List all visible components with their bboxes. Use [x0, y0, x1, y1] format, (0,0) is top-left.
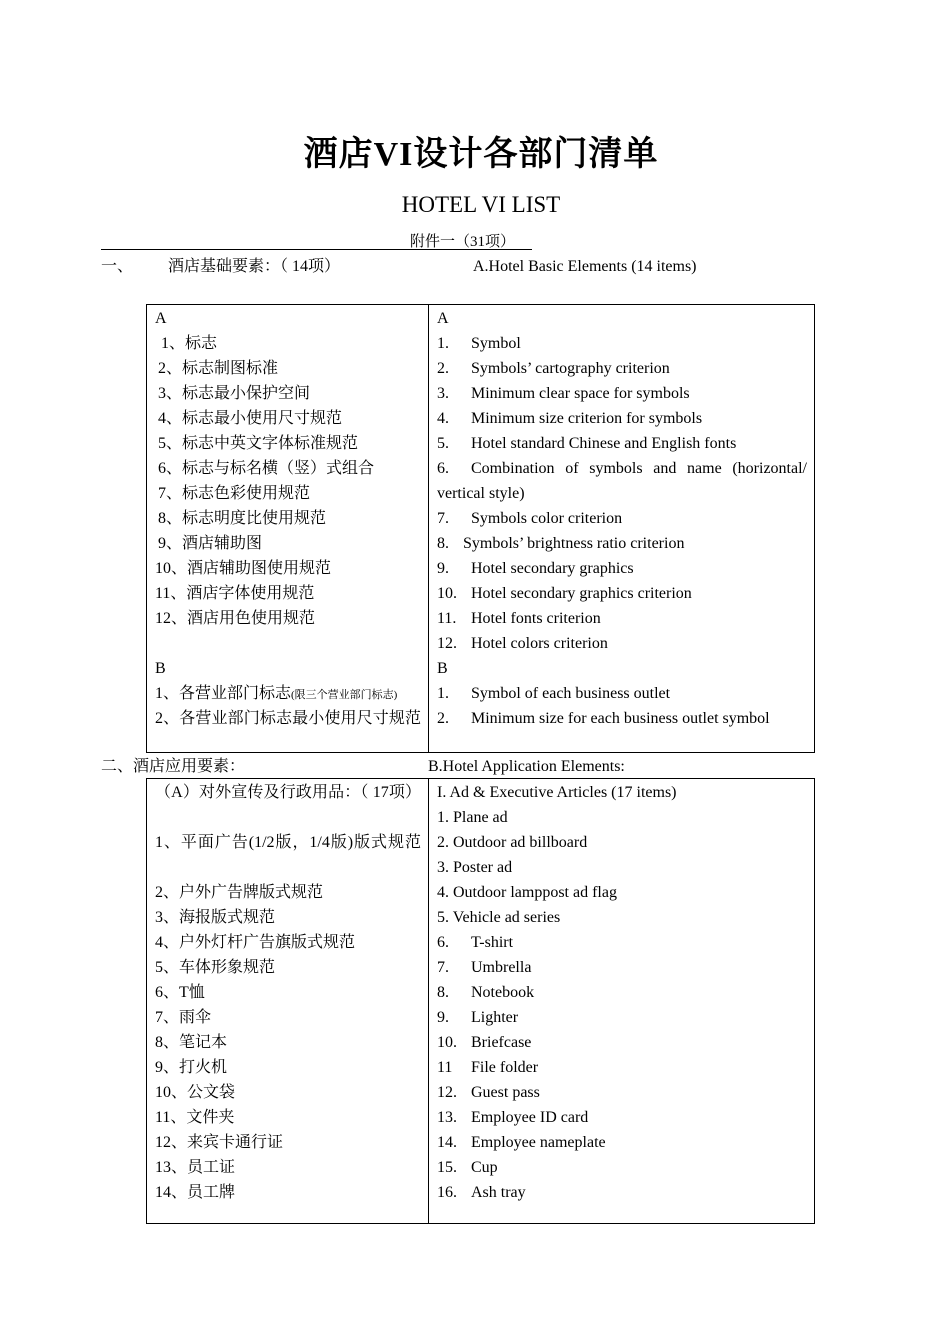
- list-item: 3. Poster ad: [437, 859, 513, 876]
- list-item: [437, 955, 807, 980]
- list-item: [437, 406, 807, 431]
- item-number: 8.: [437, 984, 449, 1001]
- item-number: 4.: [437, 410, 449, 427]
- item-number: 7.: [437, 959, 449, 976]
- list-item: 5、标志中英文字体标准规范: [158, 435, 359, 452]
- item-number: 15.: [437, 1159, 457, 1176]
- section1-heading-cn: 酒店基础要素：（ 14项）: [168, 258, 341, 275]
- list-item: [437, 556, 807, 581]
- item-text: Hotel colors criterion: [471, 635, 608, 652]
- application-elements-cn-column: [155, 780, 421, 1205]
- list-item: 12、酒店用色使用规范: [155, 610, 316, 627]
- item-number: 11: [437, 1059, 453, 1076]
- list-item: [437, 706, 807, 731]
- list-item: 1、平面广告(1/2版，1/4版)版式规范: [155, 834, 421, 851]
- document-subtitle: HOTEL VI LIST: [401, 192, 561, 217]
- section2-heading-en: B.Hotel Application Elements:: [428, 758, 625, 775]
- list-item: 5. Vehicle ad series: [437, 909, 561, 926]
- item-text: Combination of symbols and name (horizontal/: [471, 460, 807, 477]
- list-item: 4、户外灯杆广告旗版式规范: [155, 934, 356, 951]
- list-item: [437, 331, 807, 356]
- list-item: 3、海报版式规范: [155, 909, 276, 926]
- list-item: 13、员工证: [155, 1159, 236, 1176]
- list-item: [437, 381, 807, 406]
- item-number: 2.: [437, 360, 449, 377]
- item-number: 2.: [437, 710, 449, 727]
- list-item: 8、标志明度比使用规范: [158, 510, 327, 527]
- item-number: 11.: [437, 610, 457, 627]
- list-item: [437, 980, 807, 1005]
- list-item-note: (限三个营业部门标志): [291, 689, 398, 701]
- list-item: 4. Outdoor lamppost ad flag: [437, 884, 617, 901]
- list-item: 12、来宾卡通行证: [155, 1134, 284, 1151]
- item-text: Symbols’ cartography criterion: [471, 360, 670, 377]
- item-number: 8.: [437, 535, 449, 552]
- list-item: [437, 1105, 807, 1130]
- list-item: 7、雨伞: [155, 1009, 212, 1026]
- list-item: [437, 1130, 807, 1155]
- header-rule: [101, 249, 532, 250]
- item-number: 6.: [437, 934, 449, 951]
- list-item: 6、T恤: [155, 984, 205, 1001]
- item-number: 7.: [437, 510, 449, 527]
- item-number: 16.: [437, 1184, 457, 1201]
- list-item: [437, 356, 807, 381]
- item-text: Guest pass: [471, 1084, 540, 1101]
- section1-number: 一、: [101, 258, 134, 275]
- list-item: 3、标志最小保护空间: [158, 385, 311, 402]
- item-number: 14.: [437, 1134, 457, 1151]
- list-item: [437, 1005, 807, 1030]
- list-item: 1. Plane ad: [437, 809, 508, 826]
- list-item: 10、酒店辅助图使用规范: [155, 560, 332, 577]
- basic-elements-table: [146, 304, 815, 753]
- item-number: 10.: [437, 1034, 457, 1051]
- column-divider: [428, 305, 429, 752]
- list-item: 4、标志最小使用尺寸规范: [158, 410, 343, 427]
- item-number: 1.: [437, 685, 449, 702]
- list-item: 8、笔记本: [155, 1034, 228, 1051]
- item-text: Ash tray: [471, 1184, 526, 1201]
- item-number: 13.: [437, 1109, 457, 1126]
- list-item: [437, 456, 807, 506]
- item-text: Symbol of each business outlet: [471, 685, 671, 702]
- list-item: 7、标志色彩使用规范: [158, 485, 311, 502]
- list-item: [437, 631, 807, 656]
- list-item: 14、员工牌: [155, 1184, 236, 1201]
- list-item: [437, 1155, 807, 1180]
- list-item: 11、文件夹: [155, 1109, 235, 1126]
- list-item: 10、公文袋: [155, 1084, 236, 1101]
- group-heading: I. Ad & Executive Articles (17 items): [437, 784, 677, 801]
- list-item: 2、户外广告牌版式规范: [155, 884, 324, 901]
- item-text: T-shirt: [471, 934, 514, 951]
- list-item: 6、标志与标名横（竖）式组合: [158, 460, 375, 477]
- item-text: Umbrella: [471, 959, 532, 976]
- list-item: [437, 1080, 807, 1105]
- list-item: [437, 1055, 807, 1080]
- document-title: 酒店VI设计各部门清单: [303, 136, 659, 173]
- item-text: Briefcase: [471, 1034, 532, 1051]
- list-item: 9、打火机: [155, 1059, 228, 1076]
- item-text: Cup: [471, 1159, 498, 1176]
- spacer: [155, 631, 421, 656]
- list-item: 2、各营业部门标志最小使用尺寸规范: [155, 710, 421, 727]
- list-item: 11、酒店字体使用规范: [155, 585, 315, 602]
- item-text: Symbols’ brightness ratio criterion: [463, 535, 685, 552]
- list-item: [437, 1030, 807, 1055]
- application-elements-en-column: [437, 780, 807, 1205]
- column-divider: [428, 779, 429, 1223]
- item-number: 1.: [437, 335, 449, 352]
- item-text: Symbols color criterion: [471, 510, 623, 527]
- item-text: Minimum size for each business outlet symbol: [471, 710, 770, 727]
- item-number: 6.: [437, 460, 449, 477]
- list-item: 2. Outdoor ad billboard: [437, 834, 588, 851]
- application-elements-table: [146, 778, 815, 1224]
- item-text: Hotel secondary graphics criterion: [471, 585, 692, 602]
- item-number: 12.: [437, 1084, 457, 1101]
- list-item: [437, 431, 807, 456]
- group-label: B: [437, 660, 448, 677]
- item-text: Lighter: [471, 1009, 519, 1026]
- list-item: 9、酒店辅助图: [158, 535, 263, 552]
- list-item: [155, 681, 421, 706]
- basic-elements-cn-column: [155, 306, 421, 756]
- list-item: [437, 930, 807, 955]
- list-item: [437, 531, 807, 556]
- basic-elements-en-column: [437, 306, 807, 731]
- item-text: Employee nameplate: [471, 1134, 606, 1151]
- item-text: Notebook: [471, 984, 535, 1001]
- item-number: 12.: [437, 635, 457, 652]
- item-number: 5.: [437, 435, 449, 452]
- item-text: Hotel fonts criterion: [471, 610, 601, 627]
- section1-heading-en: A.Hotel Basic Elements (14 items): [473, 258, 697, 275]
- group-label: A: [155, 310, 167, 327]
- item-text-continued: vertical style): [437, 485, 525, 502]
- item-text: File folder: [471, 1059, 539, 1076]
- item-text: Minimum size criterion for symbols: [471, 410, 703, 427]
- item-text: Hotel standard Chinese and English fonts: [471, 435, 737, 452]
- list-item: [437, 506, 807, 531]
- list-item: [437, 581, 807, 606]
- section2-heading-cn: 二、酒店应用要素：: [101, 758, 246, 775]
- item-number: 9.: [437, 560, 449, 577]
- list-item: 1、标志: [161, 335, 218, 352]
- list-item: [437, 1180, 807, 1205]
- item-text: Minimum clear space for symbols: [471, 385, 690, 402]
- list-item: [437, 681, 807, 706]
- list-item: 5、车体形象规范: [155, 959, 276, 976]
- item-text: Symbol: [471, 335, 521, 352]
- item-text: Employee ID card: [471, 1109, 589, 1126]
- group-label: B: [155, 660, 166, 677]
- item-number: 9.: [437, 1009, 449, 1026]
- annex-label: 附件一（31项）: [410, 234, 516, 250]
- list-item-text: 1、各营业部门标志: [155, 685, 292, 702]
- list-item: [437, 606, 807, 631]
- list-item: 2、标志制图标准: [158, 360, 279, 377]
- item-number: 3.: [437, 385, 449, 402]
- group-heading: （A）对外宣传及行政用品：（ 17项）: [155, 784, 421, 801]
- item-text: Hotel secondary graphics: [471, 560, 634, 577]
- item-number: 10.: [437, 585, 457, 602]
- group-label: A: [437, 310, 449, 327]
